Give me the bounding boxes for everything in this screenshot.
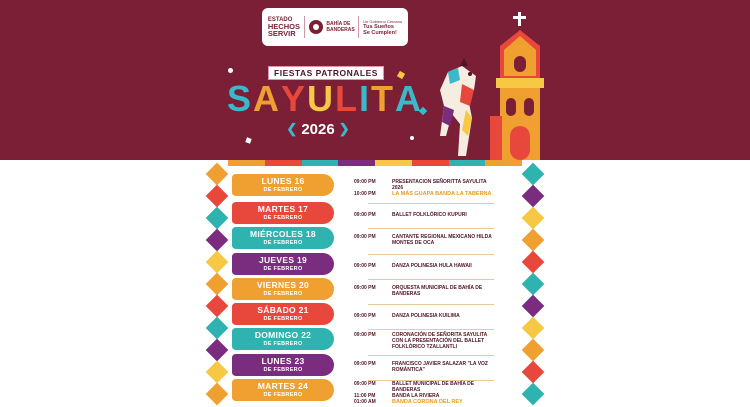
schedule-row [228,303,522,328]
title-letter: Y [281,78,308,119]
date-pill [232,379,334,401]
event-description: CORONACIÓN DE SEÑORITA SAYULITA CON LA PRESENTACIÓN DEL BALLET FOLKLÓRICO TZALLANTLI [392,332,488,350]
event-time: 09:00 PM [354,211,376,218]
title-letter: A [395,78,424,119]
event-list [354,253,494,278]
schedule-row [228,278,522,303]
stripe-segment [265,160,302,166]
top-pattern-border [228,160,522,166]
event-description: CANTANTE REGIONAL MEXICANO HILDA MONTES DE OCA [392,234,492,246]
divider [358,16,359,38]
pattern-diamond [522,229,545,252]
date-pill [232,278,334,300]
date-month: DE FEBRERO [263,240,303,246]
pattern-diamond [522,163,545,186]
event-item [354,381,494,393]
pattern-diamond [206,361,229,384]
estado-logo [268,17,300,38]
pattern-diamond [206,273,229,296]
event-item [354,263,494,269]
pattern-diamond [206,163,229,186]
event-time: 09:00 PM [354,360,376,367]
stripe-segment [338,160,375,166]
event-time: 09:00 PM [354,381,376,387]
schedule-row [228,354,522,379]
title-letter: T [371,78,396,119]
chevron-left-icon: ❮ [286,121,298,136]
event-time: 09:00 PM [354,262,376,269]
event-item [354,212,494,218]
date-pill [232,354,334,376]
left-pattern-border [206,160,228,406]
subtitle-banner: FIESTAS PATRONALES [268,66,384,80]
bahia-logo-line1: BAHÍA DE [326,21,351,27]
pattern-diamond [206,339,229,362]
pattern-diamond [522,295,545,318]
event-time: 09:00 PM [354,284,376,291]
event-description: ORQUESTA MUNICIPAL DE BAHÍA DE BANDERAS [392,284,483,297]
pattern-diamond [522,317,545,340]
date-day: MARTES 17 [257,204,309,214]
event-list [354,174,494,202]
title-letter: L [335,78,360,119]
event-time: 11:00 PM [354,393,376,399]
pattern-diamond [206,229,229,252]
confetti-dot [410,136,414,140]
event-item [354,285,494,297]
slogan-line2: Se Cumplen! [363,29,397,36]
date-pill [232,253,334,275]
event-item [354,332,494,350]
event-list [354,379,494,407]
schedule-row [228,379,522,407]
date-day: SÁBADO 21 [257,305,309,315]
chevron-right-icon: ❯ [338,121,350,136]
schedule-row [228,174,522,202]
confetti-dot [228,68,233,73]
event-description: BANDA CORONA DEL REY [392,399,463,405]
date-pill [232,227,334,249]
date-pill [232,202,334,224]
event-description: DANZA POLINESIA KUILIMA [392,312,460,319]
slogan-logo [363,19,402,36]
event-title [226,78,424,120]
date-pill [232,328,334,350]
right-pattern-border [522,160,544,406]
date-day: LUNES 16 [261,176,305,186]
event-time: 09:00 PM [354,234,376,240]
event-time: 01:00 AM [354,399,376,405]
event-description: DANZA POLINESIA HULA HAWAII [392,262,472,269]
schedule-panel [206,160,544,406]
event-item [354,179,494,191]
date-day: DOMINGO 22 [254,330,312,340]
schedule-row [228,253,522,278]
pattern-diamond [206,317,229,340]
schedule-row [228,227,522,253]
event-item [354,361,494,373]
event-list [354,278,494,303]
date-month: DE FEBRERO [263,215,303,221]
date-day: MARTES 24 [257,381,309,391]
event-item [354,399,494,405]
event-description: BALLET FOLKLÓRICO KUPURI [392,211,467,218]
pattern-diamond [206,295,229,318]
title-letter: I [359,78,372,119]
date-month: DE FEBRERO [263,291,303,297]
date-day: MIÉRCOLES 18 [250,229,316,239]
estado-logo-line2: SERVIR [267,29,296,38]
pattern-diamond [522,251,545,274]
pattern-diamond [206,185,229,208]
event-time: 09:00 PM [354,179,376,185]
bahia-logo-line2: BANDERAS [326,27,355,33]
estado-logo-line1: HECHOS [267,21,300,31]
year-row [268,120,368,138]
event-time: 09:00 PM [354,332,376,338]
pattern-diamond [522,273,545,296]
pattern-diamond [522,361,545,384]
title-letter: U [307,78,336,119]
event-time: 09:00 PM [354,312,376,319]
stripe-segment [228,160,265,166]
divider [304,16,305,38]
date-month: DE FEBRERO [263,392,303,398]
date-month: DE FEBRERO [263,316,303,322]
event-description: BANDA LA RIVIERA [392,393,440,399]
event-description: BALLET MUNICIPAL DE BAHÍA DE BANDERAS [392,381,475,393]
pattern-diamond [522,207,545,230]
pattern-diamond [206,251,229,274]
slogan-small: Un Gobierno Cercano [363,18,403,24]
event-description: LA MÁS GUAPA BANDA LA TABERNA [392,191,492,197]
stripe-segment [302,160,339,166]
slogan-line1: Tus Sueños [363,23,394,30]
date-month: DE FEBRERO [263,266,303,272]
event-item [354,191,494,197]
schedule-row [228,328,522,354]
schedule-row [228,202,522,227]
bahia-logo [308,19,354,35]
date-month: DE FEBRERO [263,367,303,373]
event-item [354,234,494,246]
pattern-diamond [522,185,545,208]
church-horse-illustration [430,6,546,160]
event-list [354,354,494,379]
pattern-diamond [206,383,229,406]
pattern-diamond [522,383,545,406]
stripe-segment [485,160,522,166]
pattern-diamond [206,207,229,230]
title-letter: S [226,78,253,119]
date-month: DE FEBRERO [263,187,303,193]
bahia-emblem-icon [308,19,324,35]
stripe-segment [375,160,412,166]
date-pill [232,303,334,325]
event-list [354,227,494,253]
year-label: 2026 [301,120,335,138]
stripe-segment [449,160,486,166]
event-list [354,202,494,227]
event-description: PRESENTACION SEÑORITTA SAYULITA 2026 [392,179,487,191]
date-month: DE FEBRERO [263,341,303,347]
estado-logo-small: ESTADO [267,16,293,23]
stripe-segment [412,160,449,166]
date-day: LUNES 23 [261,356,305,366]
date-day: JUEVES 19 [258,255,308,265]
pattern-diamond [522,339,545,362]
event-item [354,313,494,319]
event-list [354,328,494,354]
event-description: FRANCISCO JAVIER SALAZAR "LA VOZ ROMÁNTICA" [392,360,488,373]
logos-card [262,8,408,46]
event-time: 10:00 PM [354,191,376,197]
event-list [354,303,494,328]
date-day: VIERNES 20 [256,280,310,290]
title-letter: A [253,78,281,119]
date-pill [232,174,334,196]
